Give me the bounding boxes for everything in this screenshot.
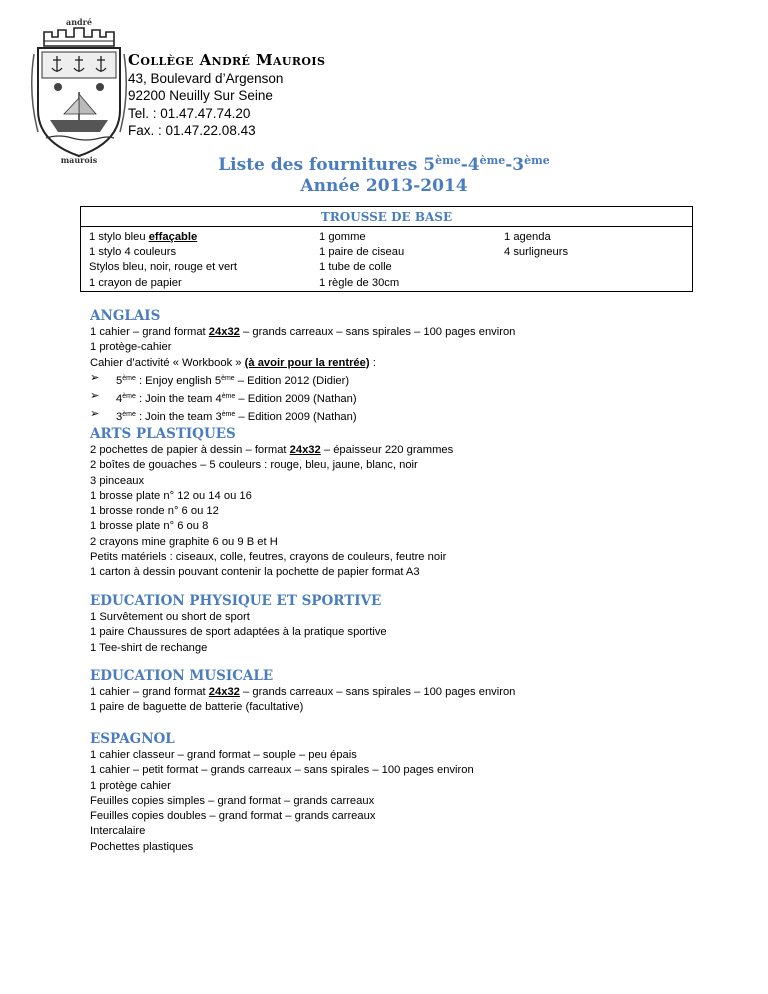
section-title: EDUCATION PHYSIQUE ET SPORTIVE xyxy=(90,593,382,609)
school-address-line1: 43, Boulevard d’Argenson xyxy=(128,70,284,86)
list-item: 1 cahier – petit format – grands carreaux – sans spirales – 100 pages environ xyxy=(90,764,474,777)
school-fax: Fax. : 01.47.22.08.43 xyxy=(128,123,256,139)
section-arts-plastiques xyxy=(90,425,750,581)
list-item: 1 protège cahier xyxy=(90,779,171,792)
list-item: 1 protège-cahier xyxy=(90,341,172,354)
list-item: 1 crayon de papier xyxy=(89,276,182,289)
list-item: 1 paire de ciseau xyxy=(319,246,405,259)
workbook-item: ➢ 5ème : Enjoy english 5ème – Edition 2012 (Didier) xyxy=(90,371,350,387)
list-item: 2 pochettes de papier à dessin – format 24x32 – épaisseur 220 grammes xyxy=(90,444,454,456)
list-item: 1 brosse plate n° 12 ou 14 ou 16 xyxy=(90,489,252,502)
list-item: Stylos bleu, noir, rouge et vert xyxy=(89,261,238,274)
list-item: 1 gomme xyxy=(319,231,366,243)
list-item: 1 cahier – grand format 24x32 – grands carreaux – sans spirales – 100 pages environ xyxy=(90,686,516,698)
list-item: 1 carton à dessin pouvant contenir la pochette de papier format A3 xyxy=(90,566,420,579)
list-item: 1 stylo 4 couleurs xyxy=(89,246,177,259)
section-title: EDUCATION MUSICALE xyxy=(90,668,274,684)
crest-top-text: andré xyxy=(66,17,92,27)
list-item: 1 règle de 30cm xyxy=(319,276,400,289)
workbook-item: ➢ 4ème : Join the team 4ème – Edition 2009 (Nathan) xyxy=(90,390,357,406)
list-item: 1 cahier classeur – grand format – souple – peu épais xyxy=(90,749,357,761)
list-item: 1 stylo bleu effaçable xyxy=(89,231,198,243)
crest-bottom-text: maurois xyxy=(60,155,98,164)
section-education-physique xyxy=(90,592,750,656)
school-address-line2: 92200 Neuilly Sur Seine xyxy=(128,88,273,104)
list-item: 4 surligneurs xyxy=(504,246,569,259)
school-name: Collège André Maurois xyxy=(128,51,326,69)
list-item: 2 crayons mine graphite 6 ou 9 B et H xyxy=(90,535,278,548)
section-education-musicale xyxy=(90,667,750,716)
trousse-box xyxy=(80,206,693,292)
section-title: ESPAGNOL xyxy=(90,731,175,747)
list-item: 2 boîtes de gouaches – 5 couleurs : rouge, bleu, jaune, blanc, noir xyxy=(90,459,418,472)
title-year: Année 2013-2014 xyxy=(300,176,468,196)
list-item: Feuilles copies simples – grand format – grands carreaux xyxy=(90,794,375,807)
document-title xyxy=(0,150,768,197)
arrow-bullet-icon: ➢ xyxy=(90,371,100,384)
trousse-title: TROUSSE DE BASE xyxy=(81,207,692,227)
list-item: 3 pinceaux xyxy=(90,474,145,487)
school-info xyxy=(128,52,325,140)
arrow-bullet-icon: ➢ xyxy=(90,390,100,403)
workbook-item: ➢ 3ème : Join the team 3ème – Edition 2009 (Nathan) xyxy=(90,408,357,424)
title-line-1: Liste des fournitures 5ème-4ème-3ème xyxy=(218,154,550,175)
list-item: 1 paire de baguette de batterie (facultative) xyxy=(90,701,304,714)
list-item: Petits matériels : ciseaux, colle, feutres, crayons de couleurs, feutre noir xyxy=(90,551,447,564)
trousse-column-3 xyxy=(504,230,568,260)
list-item: 1 paire Chaussures de sport adaptées à la pratique sportive xyxy=(90,626,387,639)
list-item: Intercalaire xyxy=(90,825,146,838)
list-item: 1 Tee-shirt de rechange xyxy=(90,641,208,654)
list-item: Pochettes plastiques xyxy=(90,840,194,853)
section-title: ARTS PLASTIQUES xyxy=(90,426,236,442)
list-item: 1 tube de colle xyxy=(319,261,392,274)
list-item: 1 Survêtement ou short de sport xyxy=(90,611,250,623)
list-item: Cahier d’activité « Workbook » (à avoir pour la rentrée) : xyxy=(90,356,376,369)
trousse-column-2 xyxy=(319,230,404,291)
arrow-bullet-icon: ➢ xyxy=(90,408,100,421)
list-item: 1 cahier – grand format 24x32 – grands carreaux – sans spirales – 100 pages environ xyxy=(90,326,516,338)
list-item: 1 brosse ronde n° 6 ou 12 xyxy=(90,505,219,518)
school-phone: Tel. : 01.47.47.74.20 xyxy=(128,105,251,121)
list-item: 1 agenda xyxy=(504,231,551,243)
school-crest-logo xyxy=(24,14,134,164)
section-espagnol xyxy=(90,730,750,855)
section-title: ANGLAIS xyxy=(90,308,161,324)
list-item: 1 brosse plate n° 6 ou 8 xyxy=(90,520,209,533)
section-anglais xyxy=(90,307,750,426)
trousse-column-1 xyxy=(89,230,237,291)
list-item: Feuilles copies doubles – grand format – grands carreaux xyxy=(90,810,376,823)
